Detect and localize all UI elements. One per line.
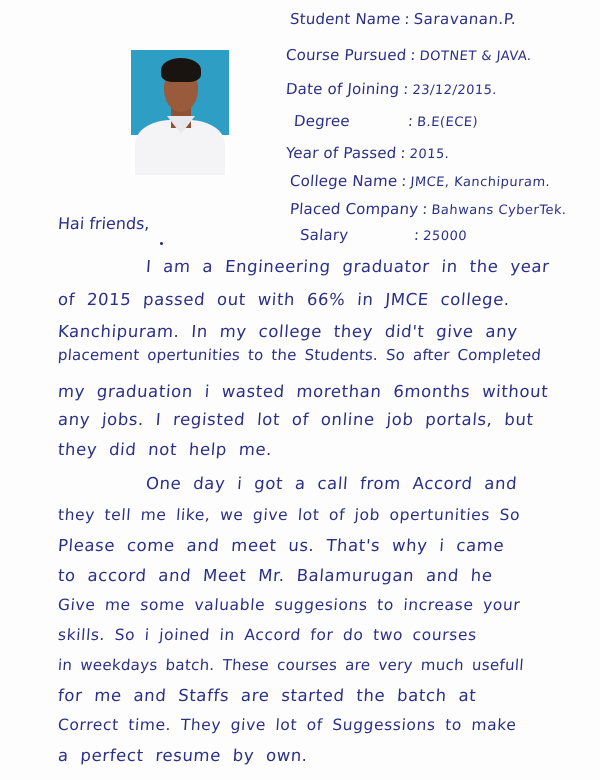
detail-value: JMCE, Kanchipuram. — [410, 175, 551, 190]
detail-label: College Name — [289, 172, 399, 190]
letter-line: any jobs. I registed lot of online job portals, but — [57, 410, 535, 429]
photo-hair — [161, 58, 201, 82]
letter-line: placement opertunities to the Students. So after Completed — [57, 346, 542, 364]
detail-degree — [293, 112, 478, 130]
detail-student-name — [289, 10, 517, 28]
detail-label: Degree — [293, 112, 351, 130]
letter-line: Give me some valuable suggesions to increase your — [57, 596, 521, 614]
letter-line: to accord and Meet Mr. Balamurugan and he — [57, 566, 494, 585]
detail-value: 23/12/2015. — [411, 83, 498, 98]
detail-value: 25000 — [422, 229, 468, 244]
letter-line: a perfect resume by own. — [57, 746, 309, 765]
detail-label: Student Name — [289, 10, 402, 28]
detail-salary — [299, 226, 467, 244]
detail-separator: : — [413, 226, 420, 244]
detail-separator: : — [399, 144, 407, 162]
detail-year-of-passed — [285, 144, 450, 162]
letter-line: for me and Staffs are started the batch at — [57, 686, 478, 705]
letter-line: Correct time. They give lot of Suggessions to make — [57, 716, 518, 734]
letter-line: in weekdays batch. These courses are very much usefull — [57, 656, 525, 674]
ink-dot — [160, 242, 163, 245]
detail-label: Date of Joining — [285, 80, 400, 98]
greeting: Hai friends, — [57, 214, 151, 233]
detail-placed-company — [289, 200, 567, 218]
detail-date-of-joining — [285, 80, 497, 98]
detail-value: Saravanan.P. — [413, 10, 517, 28]
student-photo — [131, 50, 229, 175]
detail-college-name — [289, 172, 551, 190]
detail-separator: : — [409, 46, 417, 64]
detail-label: Placed Company — [289, 200, 419, 218]
detail-separator: : — [421, 200, 429, 218]
detail-separator: : — [407, 112, 414, 130]
letter-line: skills. So i joined in Accord for do two courses — [57, 626, 478, 644]
letter-line: they tell me like, we give lot of job opertunities So — [57, 506, 521, 524]
detail-value: Bahwans CyberTek. — [430, 203, 568, 218]
letter-line: my graduation i wasted morethan 6months without — [57, 382, 549, 401]
detail-label: Year of Passed — [285, 144, 398, 162]
letter-line: Kanchipuram. In my college they did't give any — [57, 322, 519, 341]
detail-separator: : — [402, 80, 410, 98]
detail-course-pursued — [285, 46, 532, 64]
letter-line: One day i got a call from Accord and — [145, 474, 518, 493]
detail-label: Salary — [299, 226, 349, 244]
detail-value: DOTNET & JAVA. — [419, 49, 533, 64]
detail-separator: : — [400, 172, 408, 190]
letter-line: of 2015 passed out with 66% in JMCE college. — [57, 290, 511, 309]
letter-line: I am a Engineering graduator in the year — [145, 257, 551, 276]
photo-collar-left — [167, 116, 181, 134]
photo-collar-right — [181, 116, 195, 134]
detail-value: 2015. — [409, 147, 450, 162]
letter-line: they did not help me. — [57, 440, 273, 459]
detail-label: Course Pursued — [285, 46, 408, 64]
letter-line: Please come and meet us. That's why i came — [57, 536, 505, 555]
detail-value: B.E(ECE) — [416, 115, 479, 130]
detail-separator: : — [403, 10, 411, 28]
